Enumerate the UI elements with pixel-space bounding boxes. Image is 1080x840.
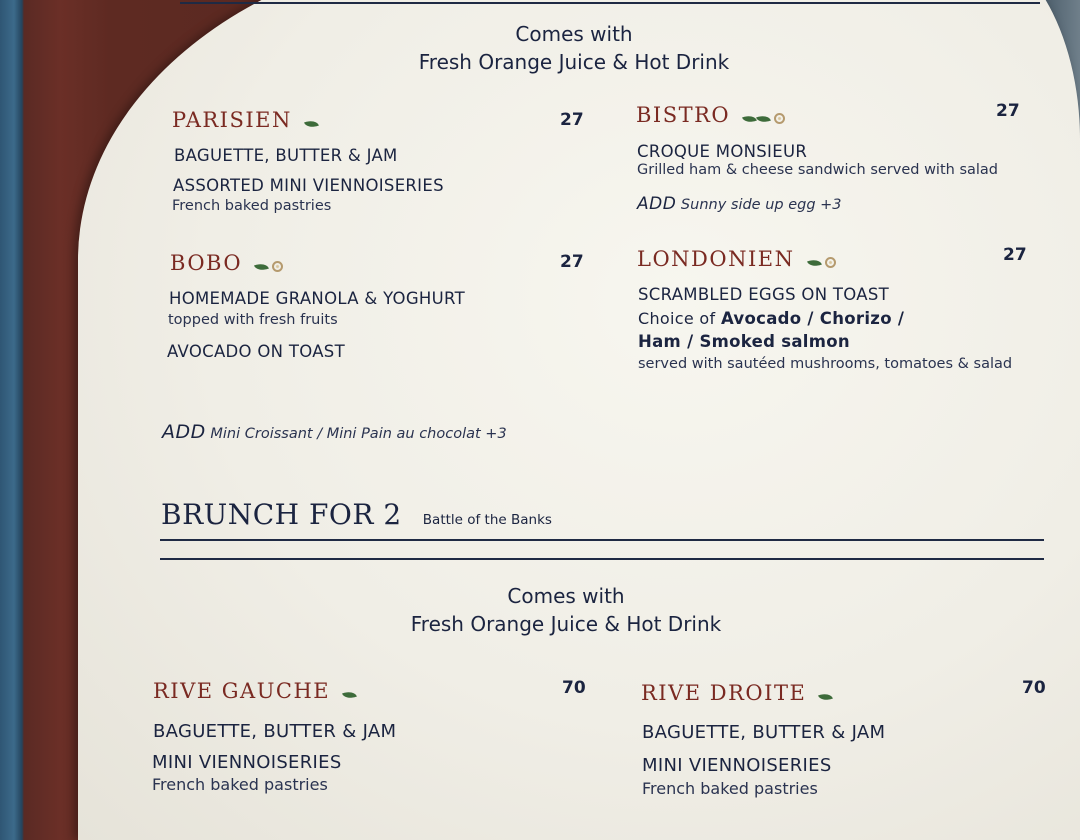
section-divider [160,558,1044,560]
solo-comes-with [364,20,784,76]
dish-bistro [636,103,785,127]
menu-item: AVOCADO ON TOAST [167,342,345,361]
section-title: BRUNCH FOR 2 [161,498,402,531]
menu-item: MINI VIENNOISERIES [152,752,342,773]
menu-item: BAGUETTE, BUTTER & JAM [174,146,398,165]
dish-price: 27 [560,110,584,130]
leaf-egg-icons [743,108,785,127]
dish-londonien [637,247,836,271]
dish-rive-gauche [153,679,357,703]
leaf-icon [742,113,757,125]
comes-with-label: Comes with [507,584,625,608]
dish-name: LONDONIEN [637,247,795,271]
dish-price: 70 [562,678,586,698]
leaf-egg-icons [808,252,836,271]
menu-item: MINI VIENNOISERIES [642,755,832,776]
leaf-icon [819,686,833,705]
choice-prefix: Choice of [638,309,716,328]
item-description: topped with fresh fruits [168,312,338,328]
brunch-comes-with [356,582,776,638]
add-on-text: Mini Croissant / Mini Pain au chocolat +3 [210,426,507,442]
solo-add-on [162,421,507,443]
dish-parisien [172,108,319,132]
item-description: French baked pastries [152,775,328,794]
add-label: ADD [637,194,677,214]
item-description: French baked pastries [172,198,332,214]
add-on-text: Sunny side up egg +3 [680,197,842,213]
leaf-egg-icons [255,256,283,275]
brunch-header [161,498,552,531]
menu-item: CROQUE MONSIEUR [637,142,808,161]
choice-options-cont: Ham / Smoked salmon [638,332,850,351]
dish-price: 70 [1022,678,1046,698]
menu-item: ASSORTED MINI VIENNOISERIES [173,176,444,195]
egg-icon [825,257,836,268]
bistro-add-on [637,194,842,214]
add-label: ADD [162,421,206,443]
menu-item: HOMEMADE GRANOLA & YOGHURT [169,289,465,308]
comes-with-label: Comes with [515,22,633,46]
dish-name: BISTRO [636,103,731,127]
dish-price: 27 [560,252,584,272]
leaf-icon [254,261,269,273]
menu-item: BAGUETTE, BUTTER & JAM [642,722,886,743]
menu-item: BAGUETTE, BUTTER & JAM [153,721,397,742]
leaf-icon [807,257,822,269]
dish-bobo [170,251,283,275]
item-description: French baked pastries [642,779,818,798]
leaf-icon [756,113,771,125]
dish-name: PARISIEN [172,108,292,132]
top-divider [180,2,1040,4]
egg-icon [272,261,283,272]
choice-options: Avocado / Chorizo / [720,309,905,328]
egg-icon [774,113,785,124]
menu-item: SCRAMBLED EGGS ON TOAST [638,285,890,304]
dish-price: 27 [996,101,1020,121]
dish-price: 27 [1003,245,1027,265]
choice-line [638,309,904,328]
dish-rive-droite [641,681,833,705]
section-divider [160,539,1044,541]
comes-with-detail: Fresh Orange Juice & Hot Drink [410,612,722,636]
dish-name: RIVE GAUCHE [153,679,331,703]
item-description: Grilled ham & cheese sandwich served with salad [637,162,999,178]
leaf-icon [305,113,319,132]
section-subtitle: Battle of the Banks [422,512,552,528]
leaf-icon [343,684,357,703]
comes-with-detail: Fresh Orange Juice & Hot Drink [418,50,730,74]
dish-name: BOBO [170,251,243,275]
item-description: served with sautéed mushrooms, tomatoes & salad [638,356,1013,372]
dish-name: RIVE DROITE [641,681,807,705]
